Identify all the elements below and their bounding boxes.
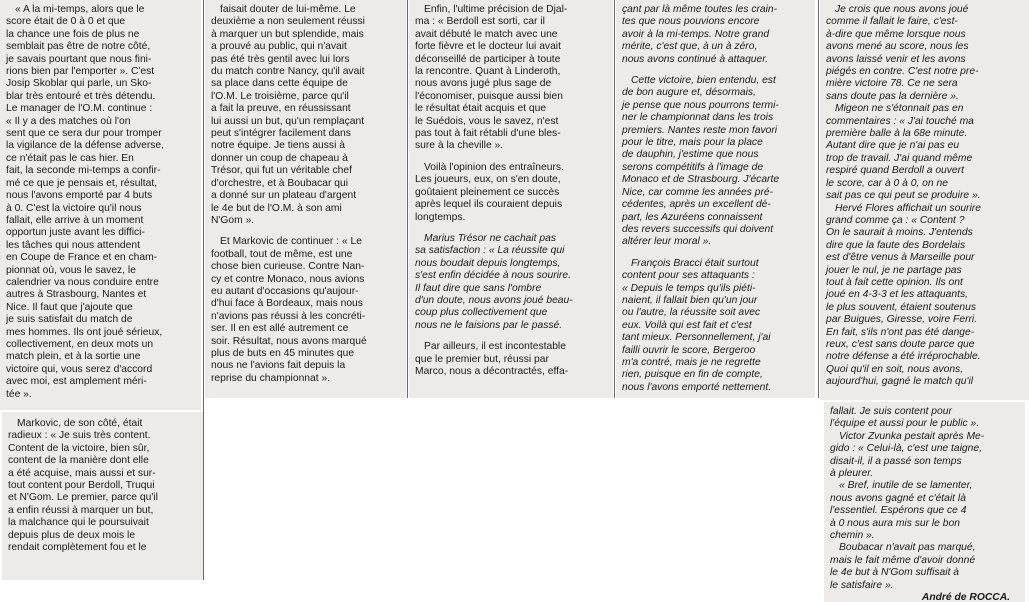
column-3-paragraph-3: Marius Trésor ne cachait pas sa satisfaction : « La réussite qui nous boudait depuis longtemps, s'est enfin décidée à nous sourire. Il faut dire que sans l'ombre d'un doute, nous avons joué beau- coup plus collectivement que nous ne le faisions par le passé. xyxy=(415,232,573,331)
column-5-paragraph-1: Je crois que nous avons joué comme il fallait le faire, c'est- à-dire que même lorsque nous avons mené au score, nous les avons laissé venir et les avons piégés en contre. C'est notre pre- mière victoire 78. Ce ne sera sans doute pas la dernière ». xyxy=(826,4,979,102)
column-divider xyxy=(203,0,204,580)
column-2-paragraph-1: faisait douter de lui-même. Le deuxième a non seulement réussi à marquer un but splendide, mais a prouvé au public, qui n'avait pas été très gentil avec lui lors du match contre Nancy, qu'il avait sa place dans cette équipe de l'O.M. Le troisième, parce qu'il a fait la preuve, en réussissant lui aussi un but, qu'un remplaçant peut s'intégrer facilement dans notre équipe. Je tiens aussi à donner un coup de chapeau à Trésor, qui fut un véritable chef d'orchestre, et à Boubacar qui a donné sur un plateau d'argent le 4e but de l'O.M. à son ami N'Gom ». xyxy=(211,4,365,226)
column-5b-paragraph-2: Victor Zvunka pestait après Me- gido : « Celui-là, c'est une taigne, disait-il, il a passé son temps à pleurer. xyxy=(830,430,985,480)
column-4-paragraph-2: Cette victoire, bien entendu, est de bon augure et, désormais, je pense que nous pourrons termi- ner le championnat dans les trois premiers. Nantes reste mon favori pour le titre, mais pour la place de dauphin, j'estime que nous serons compétitifs à l'image de Monaco et de Strasbourg. J'écarte Nice, car comme les années pré- cédentes, après un excellent dé- part, les Azuréens connaissent des revers successifs qui doivent altérer leur moral ». xyxy=(622,75,780,248)
article-column-1-continued xyxy=(2,412,203,580)
column-5-paragraph-2: Migeon ne s'étonnait pas en commentaires : « J'ai touché ma première balle à la 68e minute. Autant dire que je n'ai pas eu trop de travail. J'ai quand même respiré quand Berdoll a ouvert le score, car à 0 à 0, on ne sait pas ce qui peut se produire ». xyxy=(826,103,981,202)
column-1b-paragraph-1: Markovic, de son côté, était radieux : « Je suis très content. Content de la victoire, bien sûr, content de la manière dont elle a été acquise, mais aussi et sur- tout content pour Berdoll, Truqui et N'Gom. Le premier, parce qu'il a enfin réussi à marquer un but, la malchance qui le poursuivait depuis plus de deux mois le rendait complètement fou et le xyxy=(8,418,158,554)
article-column-3 xyxy=(409,0,613,398)
article-column-4 xyxy=(616,0,815,398)
column-5-paragraph-3: Hervé Flores affichait un sourire grand comme ça : « Content ? On le saurait à moins. J'entends dire que la faute des Bordelais est d'être venus à Marseille pour jouer le nul, je ne partage pas tout à fait cette opinion. Ils ont joué en 4-3-3 et les attaquants, le plus souvent, étaient soutenus par Buigues, Giresse, voire Ferri. En fait, s'ils n'ont pas été dange- reux, c'est sans doute parce que notre défense a été irréprochable. Quoi qu'il en soit, nous avons, aujourd'hui, gagné le match qu'il xyxy=(826,202,981,388)
article-column-2 xyxy=(205,0,406,398)
author-signature: André de ROCCA. xyxy=(921,592,1010,602)
column-1-paragraph-1: « A la mi-temps, alors que le score était de 0 à 0 et que la chance une fois de plus ne semblait pas être de notre côté, je savais pourtant que nous fini- rions bien par l'emporter ». C'est Josip Skoblar qui parle, un Sko- blar très entouré et très détendu. Le manager de l'O.M. continue : « Il y a des matches où l'on sent que ce sera dur pour tromper la vigilance de la défense adverse, ce n'était pas le cas hier. En fait, la seconde mi-temps a confir- mé ce que je pensais et, résultat, nous l'avons emporté par 4 buts à 0. C'est la victoire qu'il nous fallait, elle arrive à un moment opportun juste avant les diffici- les tâches qui nous attendent en Coupe de France et en cham- pionnat où, vous le savez, le calendrier va nous conduire entre autres à Strasbourg, Nantes et Nice. Il faut que j'ajoute que je suis satisfait du match de mes hommes. Ils ont joué sérieux, collectivement, en deux mots un match plein, et à la sortie une victoire qui, vous serez d'accord avec moi, est amplement méri- tée ». xyxy=(6,4,164,400)
column-3-paragraph-2: Voilà l'opinion des entraîneurs. Les joueurs, eux, on s'en doute, goûtaient pleinement ce succès après lequel ils couraient depuis longtemps. xyxy=(415,161,564,223)
column-5b-paragraph-4: Boubacar n'avait pas marqué, mais le fait même d'avoir donné le 4e but à N'Gom suffisait à le satisfaire ». xyxy=(830,542,976,591)
column-3-paragraph-1: Enfin, l'ultime précision de Djal- ma : « Berdoll est sorti, car il avait débuté le match avec une forte fièvre et le docteur lui avait déconseillé de participer à toute la rencontre. Quant à Linderoth, nous avons jugé plus sage de l'économiser, puisque aussi bien le résultat était acquis et que le Suédois, vous le savez, n'est pas tout à fait rétabli d'une bles- sure à la cheville ». xyxy=(415,4,568,152)
article-column-5-continued xyxy=(824,402,1025,602)
column-divider xyxy=(407,0,408,398)
article-column-1 xyxy=(0,0,201,410)
column-5b-paragraph-1: fallait. Je suis content pour l'équipe et aussi pour le public ». xyxy=(830,406,980,430)
column-divider xyxy=(818,0,819,398)
article-column-5 xyxy=(820,0,1029,400)
column-4-paragraph-1: çant par là même toutes les crain- tes que nous pouvions encore avoir à la mi-temps. Notre grand mérite, c'est que, à un à zéro, nous avons continué à attaquer. xyxy=(622,4,778,65)
column-5b-paragraph-3: « Bref, inutile de se lamenter, nous avons gagné et c'était là l'essentiel. Espérons que ce 4 à 0 nous aura mis sur le bon chemin ». xyxy=(830,480,973,542)
column-4-paragraph-3: François Bracci était surtout content pour ses attaquants : « Depuis le temps qu'ils piéti- naient, il fallait bien qu'un jour ou l'autre, la réussite soit avec eux. Voilà qui est fait et c'est tant mieux. Personnellement, j'ai failli ouvrir le score, Bergeroo m'a contré, mais je ne regrette rien, puisque en fin de compte, nous l'avons emporté nettement. xyxy=(622,257,772,393)
column-3-paragraph-4: Par ailleurs, il est incontestable que le premier but, réussi par Marco, nous a décontractés, effa- xyxy=(415,341,569,377)
column-2-paragraph-2: Et Markovic de continuer : « Le football, tout de même, est une chose bien curieuse. Contre Nan- cy et contre Monaco, nous avions eu autant d'occasions qu'aujour- d'hui face à Bordeaux, mais nous n'avions pas réussi à les concréti- ser. Il en est allé autrement ce soir. Résultat, nous avons marqué plus de buts en 45 minutes que nous ne l'avions fait depuis la reprise du championnat ». xyxy=(211,236,367,384)
column-divider xyxy=(614,0,615,398)
